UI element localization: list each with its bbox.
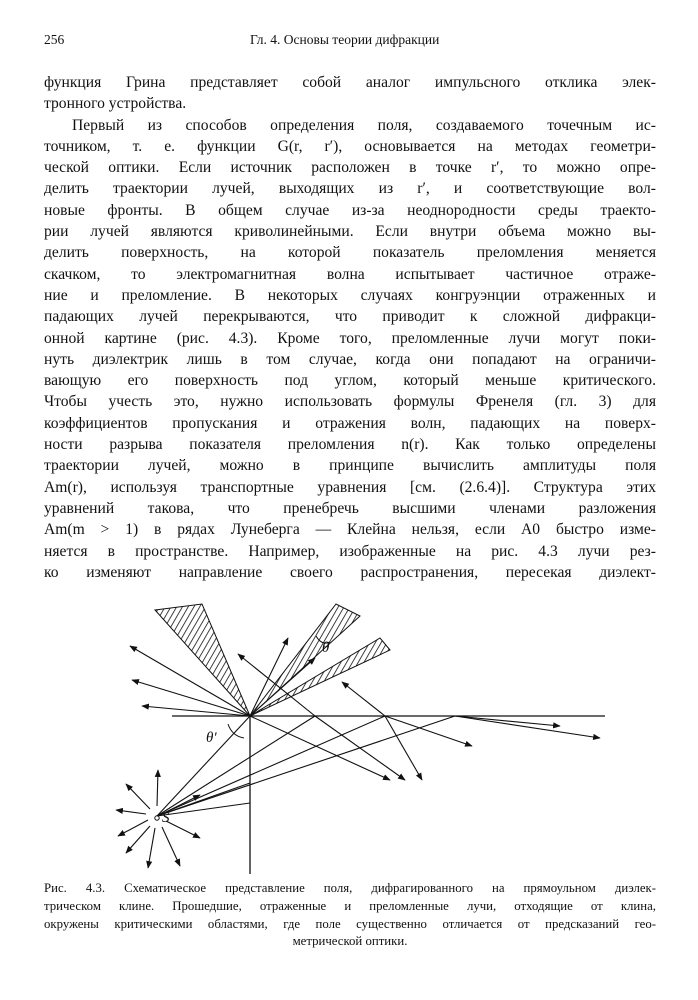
text-line: уравнений такова, что пренебречь высшими членами разложения	[44, 499, 656, 517]
text-line: точником, т. е. функции G(r, r′), основывается на методах геометри-	[44, 137, 656, 155]
caption-line: Рис. 4.3. Схематическое представление поля, дифрагированного на прямоульном диэлек-	[44, 881, 656, 895]
theta-lower-label: θ′	[206, 730, 217, 746]
text-line: падающих лучей перекрываются, что приводит к сложной дифракци-	[44, 308, 656, 326]
text-line: онной картине (рис. 4.3). Кроме того, преломленные лучи могут поки-	[44, 329, 656, 347]
caption-line: трическом клине. Прошедшие, отраженные и преломленные лучи, отходящие от клина,	[44, 898, 656, 913]
text-line: делить траектории лучей, выходящих из r′, и соответствующие вол-	[44, 180, 656, 198]
text-line: ко изменяют направление своего распространения, пересекая диэлект-	[44, 563, 656, 581]
text-line: Первый из способов определения поля, создаваемого точечным ис-	[72, 116, 656, 134]
caption-line: метрической оптики.	[292, 934, 408, 949]
text-line: функция Грина представляет собой аналог импульсного отклика элек-	[44, 74, 656, 91]
text-line: вающую его поверхность под углом, который меньше критического.	[44, 372, 656, 390]
running-head: Гл. 4. Основы теории дифракции	[250, 32, 440, 47]
wedge-boundary	[172, 716, 605, 874]
source-label: S	[162, 810, 170, 826]
theta-upper-label: θ	[322, 640, 330, 656]
text-line: новые фронты. В общем случае из-за неоднородности среды траекто-	[44, 201, 656, 219]
text-line: делить поверхность, на которой показатель преломления меняется	[44, 244, 656, 262]
figure-caption	[44, 880, 656, 951]
caption-line: окружены критическими областями, где поле существенно отличается от предсказаний гео-	[44, 916, 656, 931]
text-line: Чтобы учесть это, нужно использовать формулы Френеля (гл. 3) для	[44, 393, 656, 411]
incident-rays	[157, 716, 455, 816]
text-line: траектории лучей, можно в принципе вычислить амплитуды поля	[44, 457, 656, 475]
source-rays	[116, 770, 200, 868]
text-line: Am(m > 1) в рядах Лунеберга — Клейна нельзя, если A0 быстро изме-	[44, 521, 656, 539]
critical-regions	[155, 604, 390, 716]
text-line: рии лучей являются криволинейными. Если внутри объема можно вы-	[44, 223, 656, 241]
text-line: ческой оптики. Если источник расположен в точке r′, то можно опре-	[44, 159, 656, 177]
figure-4-3-diagram	[60, 598, 620, 880]
text-line: ние и преломление. В некоторых случаях конгруэнции отраженных и	[44, 286, 656, 304]
text-line: Am(r), используя транспортные уравнения [см. (2.6.4)]. Структура этих	[44, 478, 656, 496]
text-line: скачком, то электромагнитная волна испытывает частичное отраже-	[44, 265, 656, 283]
reflected-rays	[130, 638, 385, 716]
text-line: няется в пространстве. Например, изображенные на рис. 4.3 лучи рез-	[44, 542, 656, 560]
page-number: 256	[44, 32, 65, 47]
text-line: тронного устройства.	[44, 95, 187, 113]
text-line: нуть диэлектрик лишь в том случае, когда они попадают на ограничи-	[44, 350, 656, 368]
text-line: коэффициентов пропускания и отражения волн, падающих на поверх-	[44, 414, 656, 432]
text-line: ности разрыва показателя преломления n(r). Как только определены	[44, 436, 656, 454]
body-text	[44, 72, 656, 583]
point-source-marker	[155, 816, 159, 820]
